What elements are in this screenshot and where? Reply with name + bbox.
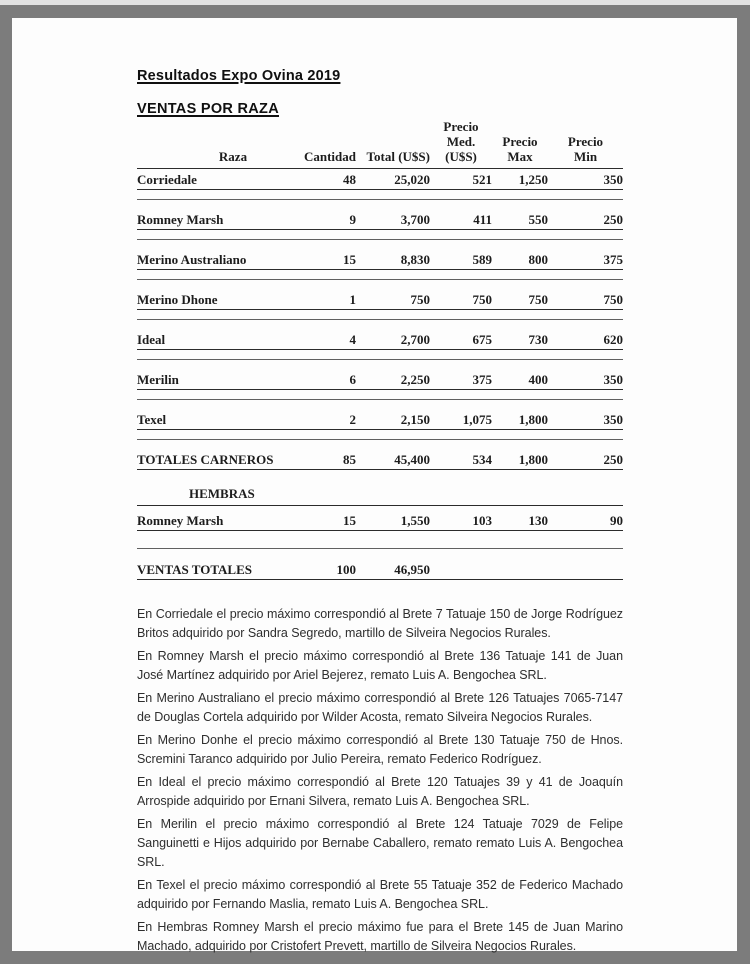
result-paragraph-corriedale: En Corriedale el precio máximo correspondió al Brete 7 Tatuaje 150 de Jorge Rodríguez Britos adquirido por Sandra Segredo, martillo de Silveira Negocios Rurales.: [137, 607, 623, 640]
cell-precio-min: 350: [603, 172, 623, 187]
hembras-subheader: HEMBRAS: [137, 484, 623, 506]
header-precio-max: Precio Max: [502, 134, 538, 164]
row-separator: [137, 531, 623, 549]
result-paragraph-texel: En Texel el precio máximo correspondió al Brete 55 Tatuaje 352 de Federico Machado adquirido por Fernando Maslia, remato Luis A. Bengochea SRL.: [137, 878, 623, 911]
section-heading: VENTAS POR RAZA: [137, 101, 279, 117]
cell-raza: Merino Dhone: [137, 292, 218, 307]
cell-total: 2,150: [400, 412, 430, 427]
cell-precio-med: 534: [472, 452, 492, 467]
cell-cantidad: 15: [343, 513, 356, 528]
table-row: [137, 169, 623, 200]
cell-precio-med: 103: [472, 513, 492, 528]
result-paragraph-romney-marsh: En Romney Marsh el precio máximo correspondió al Brete 136 Tatuaje 141 de Juan José Martínez adquirido por Ariel Bejerez, remato Luis A. Bengochea SRL.: [137, 649, 623, 682]
row-separator: [137, 390, 623, 400]
row-separator: [137, 350, 623, 360]
table-row-totales-carneros: [137, 449, 623, 470]
document-content: [137, 68, 623, 960]
cell-cantidad: 1: [349, 292, 356, 307]
result-paragraph-ideal: En Ideal el precio máximo correspondió al Brete 120 Tatuajes 39 y 41 de Joaquín Arrospide adquirido por Ernani Silvera, remato Luis A. Bengochea SRL.: [137, 775, 623, 808]
document-page: [12, 18, 737, 951]
cell-precio-med: 411: [473, 212, 492, 227]
table-row: [137, 209, 623, 240]
cell-precio-med: 375: [472, 372, 492, 387]
table-row: [137, 249, 623, 280]
cell-precio-med: 675: [472, 332, 492, 347]
cell-precio-min: 250: [603, 452, 623, 467]
cell-precio-min: 350: [603, 372, 623, 387]
cell-cantidad: 100: [336, 562, 356, 577]
cell-precio-med: 521: [472, 172, 492, 187]
cell-precio-min: 750: [603, 292, 623, 307]
table-row: [137, 409, 623, 440]
cell-raza: Corriedale: [137, 172, 197, 187]
cell-precio-min: [548, 563, 623, 577]
header-raza: Raza: [218, 149, 248, 164]
table-row: [137, 329, 623, 360]
cell-total: 8,830: [400, 252, 430, 267]
cell-raza: Romney Marsh: [137, 513, 224, 528]
cell-precio-max: 400: [528, 372, 548, 387]
cell-precio-min: 250: [603, 212, 623, 227]
cell-precio-min: 375: [603, 252, 623, 267]
cell-total: 45,400: [394, 452, 430, 467]
cell-raza: Romney Marsh: [137, 212, 224, 227]
cell-precio-min: 90: [610, 513, 623, 528]
cell-cantidad: 6: [349, 372, 356, 387]
cell-raza: TOTALES CARNEROS: [137, 452, 274, 467]
cell-precio-med: 589: [472, 252, 492, 267]
row-separator: [137, 230, 623, 240]
cell-precio-max: 730: [528, 332, 548, 347]
cell-cantidad: 48: [343, 172, 356, 187]
cell-total: 2,700: [400, 332, 430, 347]
header-precio-min: Precio Min: [567, 134, 604, 164]
results-paragraphs: [137, 605, 623, 956]
header-cantidad: Cantidad: [303, 149, 356, 164]
cell-raza: Ideal: [137, 332, 166, 347]
row-separator: [137, 270, 623, 280]
table-row: [137, 289, 623, 320]
cell-precio-min: 620: [603, 332, 623, 347]
table-header-row: [137, 119, 623, 169]
header-precio-med: Precio Med. (U$S): [443, 119, 479, 164]
cell-total: 2,250: [400, 372, 430, 387]
cell-precio-med: 750: [472, 292, 492, 307]
cell-cantidad: 85: [343, 452, 356, 467]
row-separator: [137, 430, 623, 440]
page-title: Resultados Expo Ovina 2019: [137, 68, 341, 84]
result-paragraph-merino-donhe: En Merino Donhe el precio máximo correspondió al Brete 130 Tatuaje 750 de Hnos. Scremini Taranco adquirido por Julio Pereira, remato Federico Rodríguez.: [137, 733, 623, 766]
header-total: Total (U$S): [366, 149, 430, 164]
scan-top-strip: [0, 0, 750, 5]
row-separator: [137, 190, 623, 200]
cell-total: 46,950: [394, 562, 430, 577]
cell-cantidad: 9: [349, 212, 356, 227]
cell-precio-min: 350: [603, 412, 623, 427]
cell-precio-max: 1,800: [518, 452, 548, 467]
cell-total: 25,020: [394, 172, 430, 187]
cell-precio-max: 800: [528, 252, 548, 267]
cell-total: 3,700: [400, 212, 430, 227]
cell-raza: VENTAS TOTALES: [137, 562, 253, 577]
cell-precio-max: 130: [528, 513, 548, 528]
cell-precio-max: 1,800: [518, 412, 548, 427]
result-paragraph-hembras-romney: En Hembras Romney Marsh el precio máximo fue para el Brete 145 de Juan Marino Machado, adquirido por Cristofert Prevett, martillo de Silveira Negocios Rurales.: [137, 920, 623, 953]
sales-by-breed-table: [137, 119, 623, 580]
cell-precio-max: [492, 563, 548, 577]
cell-precio-max: 1,250: [518, 172, 548, 187]
result-paragraph-merilin: En Merilin el precio máximo correspondió al Brete 124 Tatuaje 7029 de Felipe Sanguinetti e Hijos adquirido por Bernabe Caballero, remato remato Luis A. Bengochea SRL.: [137, 817, 623, 869]
cell-cantidad: 2: [349, 412, 356, 427]
cell-precio-med: [430, 563, 492, 577]
result-paragraph-merino-australiano: En Merino Australiano el precio máximo correspondió al Brete 126 Tatuajes 7065-7147 de Douglas Cortela adquirido por Wilder Acosta, remato Silveira Negocios Rurales.: [137, 691, 623, 724]
cell-cantidad: 15: [343, 252, 356, 267]
row-separator: [137, 310, 623, 320]
cell-total: 1,550: [400, 513, 430, 528]
table-row-hembras: [137, 510, 623, 549]
cell-cantidad: 4: [349, 332, 356, 347]
cell-precio-max: 550: [528, 212, 548, 227]
cell-precio-med: 1,075: [462, 412, 492, 427]
cell-total: 750: [410, 292, 430, 307]
cell-precio-max: 750: [528, 292, 548, 307]
cell-raza: Merilin: [137, 372, 179, 387]
table-row-ventas-totales: [137, 559, 623, 580]
table-row: [137, 369, 623, 400]
cell-raza: Merino Australiano: [137, 252, 247, 267]
cell-raza: Texel: [137, 412, 167, 427]
